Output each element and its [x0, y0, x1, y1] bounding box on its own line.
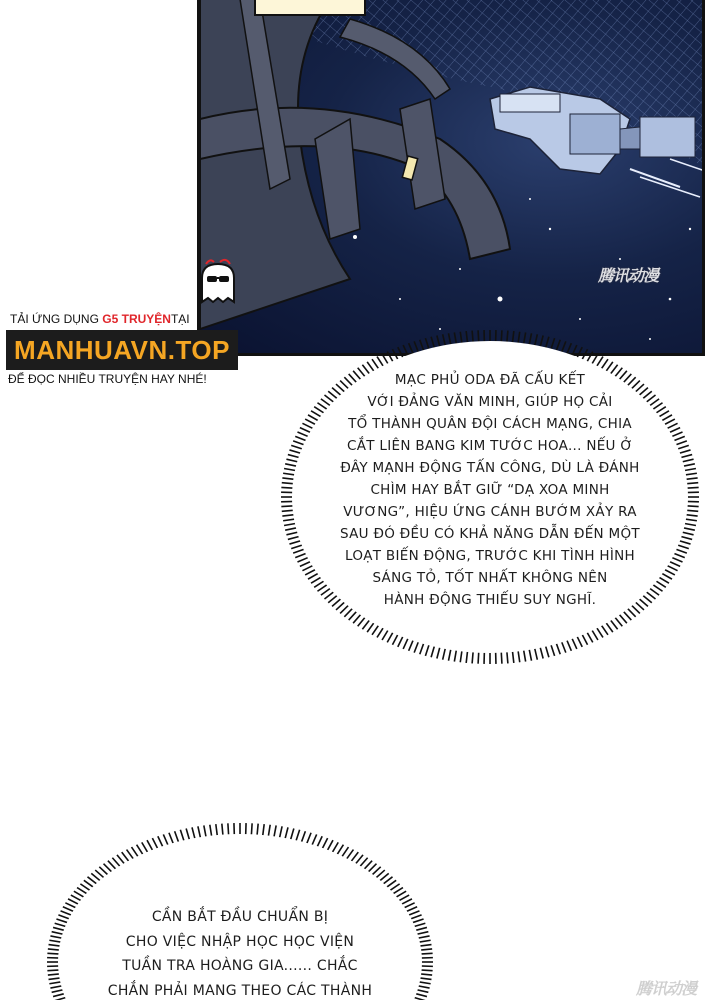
ghost-mascot-icon	[196, 258, 240, 306]
watermark-prefix: TẢI ỨNG DỤNG	[10, 312, 99, 326]
bubble-2-text: CẦN BẮT ĐẦU CHUẨN BỊ CHO VIỆC NHẬP HỌC HỌC VIỆN TUẦN TRA HOÀNG GIA...... CHẮC CHẮN PHẢI MANG THEO CÁC THÀNH	[107, 909, 373, 999]
space-artwork-panel	[197, 0, 705, 356]
station-light	[255, 0, 365, 15]
publisher-logo-bottom: 腾讯动漫	[636, 979, 697, 998]
bubble-1-text: MẠC PHỦ ODA ĐÃ CẤU KẾT VỚI ĐẢNG VĂN MINH, GIÚP HỌ CẢI TỔ THÀNH QUÂN ĐỘI CÁCH MẠNG, CHIA CẮT LIÊN BANG KIM TƯỚC HOA... NẾU Ở ĐÂY MẠNH ĐỘNG TẤN CÔNG, DÙ LÀ ĐÁNH CHÌM HAY BẮT GIỮ “DẠ XOA MINH VƯƠNG”, HIỆU ỨNG CÁNH BƯỚM XẢY RA SAU ĐÓ ĐỀU CÓ KHẢ NĂNG DẪN ĐẾN MỘT LOẠT BIẾN ĐỘNG, TRƯỚC KHI TÌNH HÌNH SÁNG TỎ, TỐT NHẤT KHÔNG NÊN HÀNH ĐỘNG THIẾU SUY NGHĨ.	[340, 372, 640, 608]
watermark-suffix: TẠI	[170, 312, 190, 326]
watermark-tagline: ĐỂ ĐỌC NHIỀU TRUYỆN HAY NHÉ!	[8, 372, 207, 386]
watermark-download-line	[10, 312, 190, 326]
space-scene	[200, 0, 705, 356]
publisher-logo: 腾讯动漫	[598, 266, 659, 285]
watermark-brand: G5 TRUYỆN	[102, 312, 171, 326]
watermark-site-banner: MANHUAVN.TOP	[6, 330, 238, 370]
